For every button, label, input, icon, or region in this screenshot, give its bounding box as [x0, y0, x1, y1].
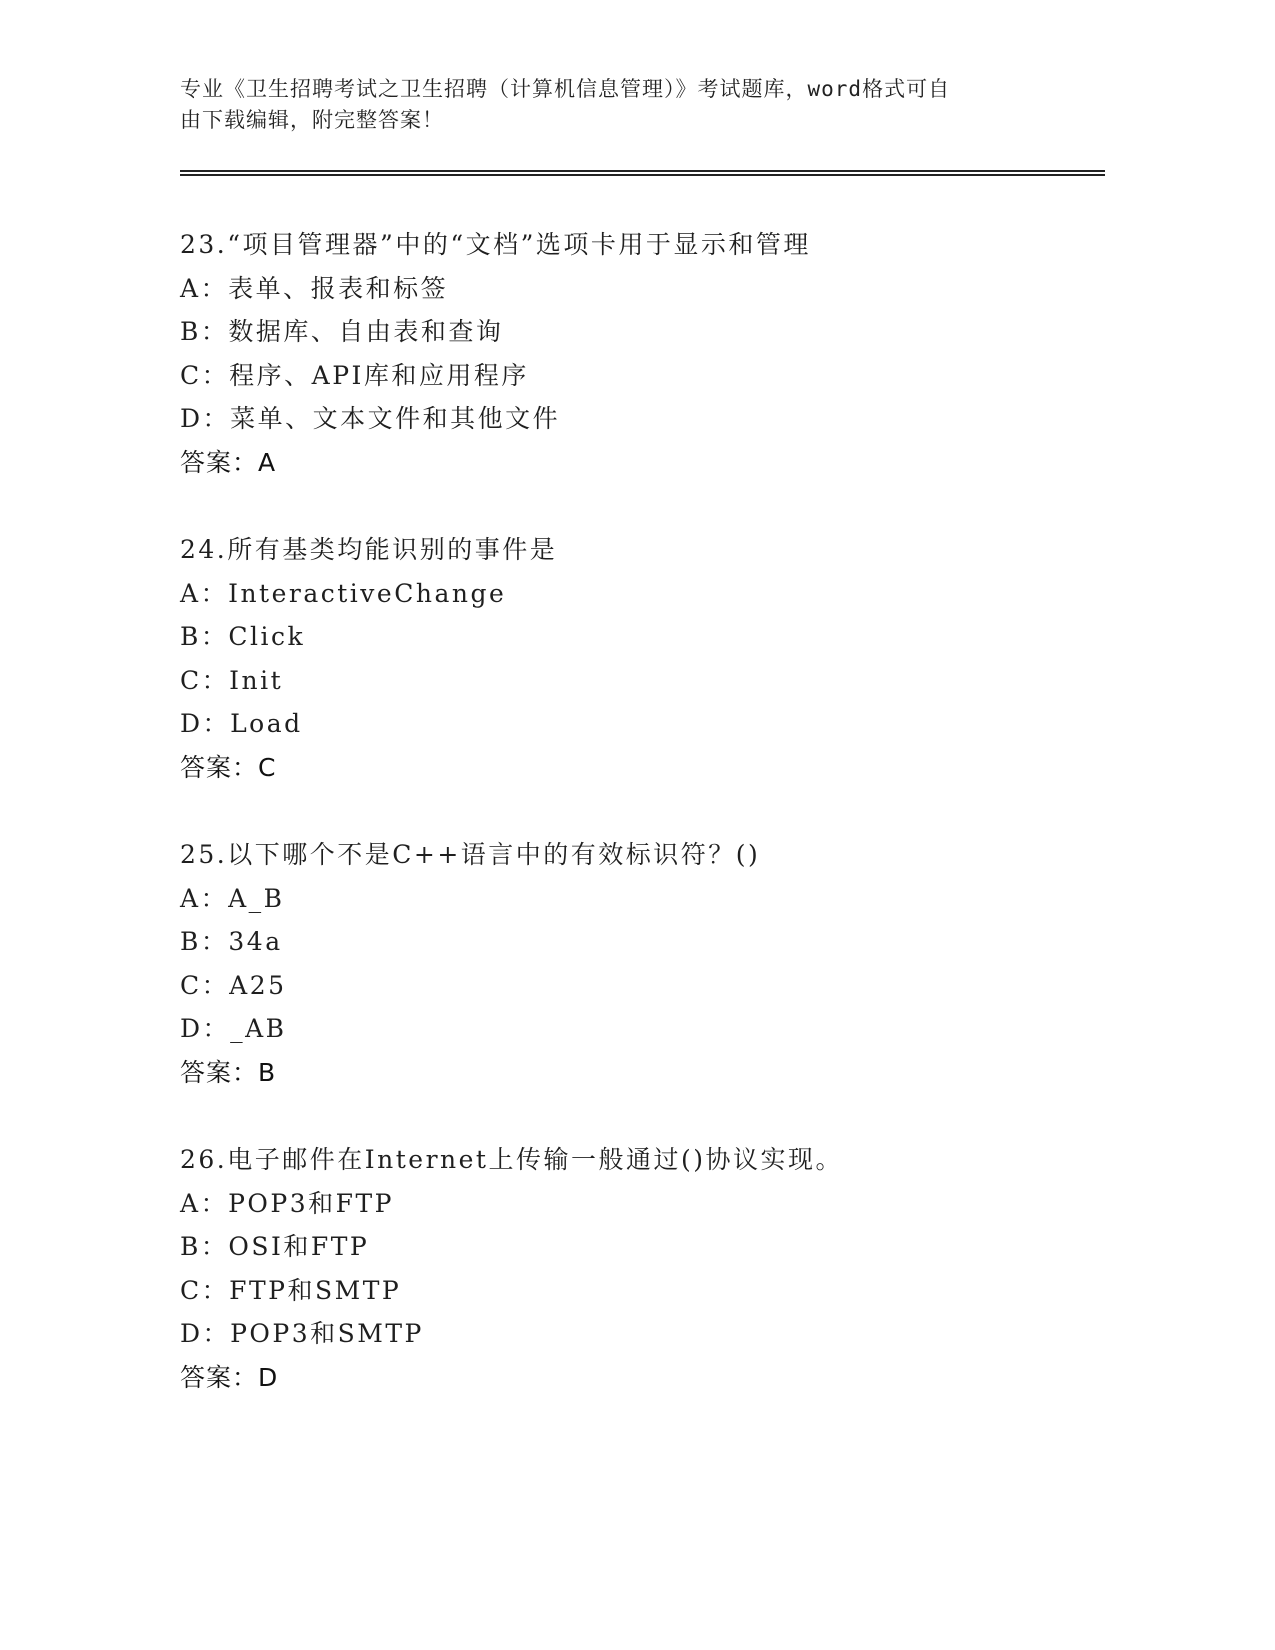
- option-text: A_B: [228, 883, 285, 913]
- option-key: C: [180, 665, 202, 695]
- question-block: [180, 528, 1080, 790]
- option-text: InteractiveChange: [228, 578, 507, 608]
- question-block: [180, 223, 1080, 485]
- option-text: POP3和SMTP: [230, 1319, 424, 1349]
- option-c: C：程序、API库和应用程序: [180, 360, 529, 390]
- option-text: Load: [230, 709, 303, 739]
- question-stem: 26.电子邮件在Internet上传输一般通过()协议实现。: [180, 1145, 843, 1174]
- option-c: C：A25: [180, 970, 287, 1000]
- option-text: 34a: [228, 927, 283, 957]
- option-key: B: [180, 927, 201, 957]
- header-line-1: 专业《卫生招聘考试之卫生招聘（计算机信息管理）》考试题库，word格式可自: [180, 77, 951, 101]
- option-text: Init: [229, 665, 284, 695]
- option-text: OSI和FTP: [228, 1232, 370, 1262]
- option-text: POP3和FTP: [228, 1188, 394, 1218]
- header-divider-bottom: [180, 174, 1105, 176]
- option-a: A：表单、报表和标签: [180, 273, 449, 303]
- option-key: D: [180, 1319, 203, 1349]
- option-text: Click: [228, 622, 306, 652]
- option-a: A：A_B: [180, 883, 285, 913]
- option-b: B：数据库、自由表和查询: [180, 317, 504, 347]
- option-key: D: [180, 404, 203, 434]
- answer-line: 答案：C: [180, 752, 277, 782]
- option-a: A：POP3和FTP: [180, 1188, 394, 1218]
- option-key: B: [180, 1232, 201, 1262]
- option-key: D: [180, 1014, 203, 1044]
- option-key: A: [180, 1188, 201, 1218]
- question-stem: 23.“项目管理器”中的“文档”选项卡用于显示和管理: [180, 230, 811, 259]
- option-key: C: [180, 1275, 202, 1305]
- option-text: _AB: [230, 1014, 287, 1044]
- answer-line: 答案：B: [180, 1057, 277, 1087]
- option-d: D：菜单、文本文件和其他文件: [180, 404, 561, 434]
- option-d: D：Load: [180, 709, 303, 739]
- option-b: B：34a: [180, 927, 283, 957]
- option-key: D: [180, 709, 203, 739]
- header-divider-top: [180, 170, 1105, 172]
- option-text: 表单、报表和标签: [228, 273, 449, 303]
- option-text: 程序、API库和应用程序: [229, 360, 529, 390]
- question-stem: 24.所有基类均能识别的事件是: [180, 535, 558, 564]
- option-text: FTP和SMTP: [229, 1275, 402, 1305]
- header-line-2: 由下载编辑，附完整答案！: [180, 108, 444, 132]
- option-text: A25: [229, 970, 287, 1000]
- option-a: A：InteractiveChange: [180, 578, 507, 608]
- option-c: C：Init: [180, 665, 284, 695]
- option-c: C：FTP和SMTP: [180, 1275, 402, 1305]
- option-text: 数据库、自由表和查询: [228, 317, 504, 347]
- option-key: C: [180, 360, 202, 390]
- option-b: B：Click: [180, 622, 306, 652]
- option-key: A: [180, 578, 201, 608]
- answer-line: 答案：A: [180, 447, 277, 477]
- option-key: A: [180, 273, 201, 303]
- option-key: A: [180, 883, 201, 913]
- option-d: D：_AB: [180, 1014, 287, 1044]
- question-block: [180, 1138, 1080, 1400]
- option-text: 菜单、文本文件和其他文件: [230, 404, 561, 434]
- document-header: [180, 74, 1060, 136]
- option-d: D：POP3和SMTP: [180, 1319, 424, 1349]
- answer-line: 答案：D: [180, 1362, 279, 1392]
- option-key: B: [180, 317, 201, 347]
- question-stem: 25.以下哪个不是C++语言中的有效标识符？(): [180, 840, 761, 869]
- option-b: B：OSI和FTP: [180, 1232, 370, 1262]
- question-block: [180, 833, 1080, 1095]
- option-key: B: [180, 622, 201, 652]
- option-key: C: [180, 970, 202, 1000]
